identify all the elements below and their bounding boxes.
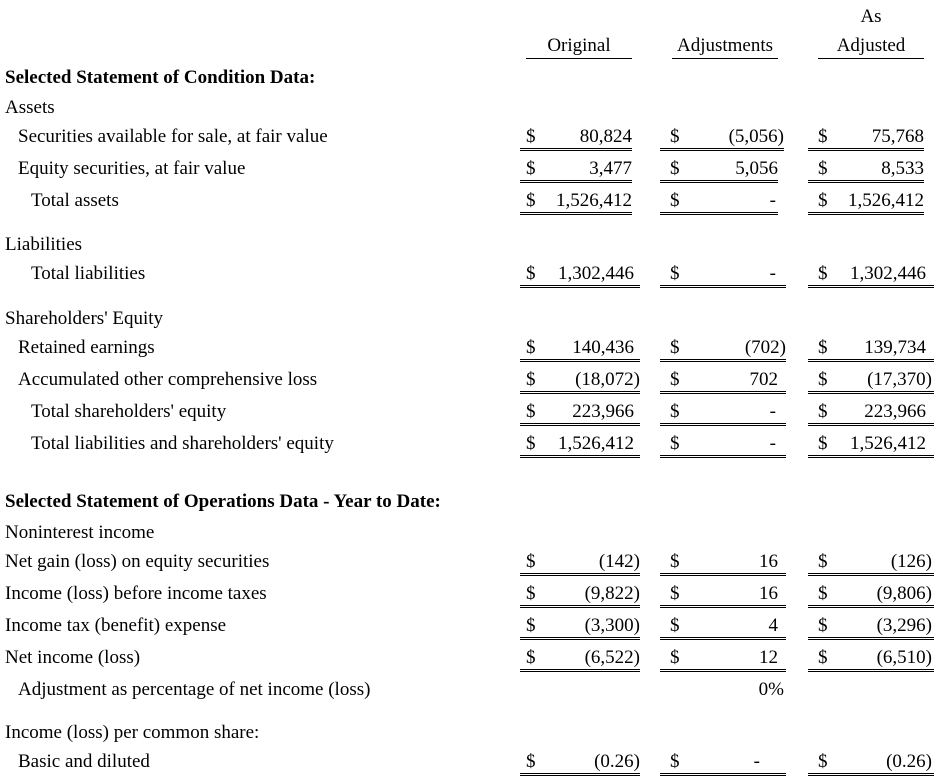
row-label: Income (loss) before income taxes (5, 583, 267, 604)
original-value: (9,822) (584, 583, 640, 604)
currency-symbol: $ (818, 126, 828, 147)
original-cell (520, 401, 640, 426)
as-adjusted-cell (808, 551, 934, 576)
row-label: Adjustment as percentage of net income (loss) (18, 679, 371, 700)
original-cell (520, 190, 632, 215)
currency-symbol: $ (526, 615, 536, 636)
currency-symbol: $ (670, 647, 680, 668)
adjustment-percentage-value: 0% (758, 679, 784, 700)
currency-symbol: $ (818, 401, 828, 422)
adjustments-value: 12 (759, 647, 778, 668)
table-row (0, 615, 936, 637)
table-row (0, 126, 936, 148)
currency-symbol: $ (526, 337, 536, 358)
adjustments-cell (660, 647, 786, 672)
original-value: (6,522) (584, 647, 640, 668)
section-shareholders-equity: Shareholders' Equity (5, 308, 164, 329)
row-label: Total liabilities and shareholders' equity (31, 433, 334, 454)
row-label: Net gain (loss) on equity securities (5, 551, 270, 572)
currency-symbol: $ (526, 369, 536, 390)
currency-symbol: $ (670, 337, 680, 358)
as-adjusted-value: 139,734 (864, 337, 926, 358)
as-adjusted-value: 1,526,412 (850, 433, 926, 454)
original-cell (520, 433, 640, 458)
section-per-share: Income (loss) per common share: (5, 722, 260, 743)
adjustments-cell (660, 158, 778, 183)
row-label: Total assets (31, 190, 119, 211)
adjustments-cell (660, 190, 778, 215)
original-value: (18,072) (575, 369, 640, 390)
adjustments-value: - (769, 190, 776, 211)
currency-symbol: $ (818, 583, 828, 604)
adjustments-value: 16 (759, 551, 778, 572)
currency-symbol: $ (670, 551, 680, 572)
original-cell (520, 263, 640, 288)
table-row (0, 337, 936, 359)
as-adjusted-cell (808, 583, 934, 608)
currency-symbol: $ (670, 263, 680, 284)
currency-symbol: $ (818, 433, 828, 454)
adjustments-cell (660, 433, 786, 458)
currency-symbol: $ (526, 751, 536, 772)
currency-symbol: $ (526, 433, 536, 454)
as-adjusted-value: 1,526,412 (848, 190, 924, 211)
row-label: Retained earnings (18, 337, 155, 358)
adjustments-value: 5,056 (735, 158, 778, 179)
as-adjusted-value: 223,966 (864, 401, 926, 422)
table-row (0, 263, 936, 285)
currency-symbol: $ (526, 190, 536, 211)
as-adjusted-cell (808, 751, 934, 776)
as-adjusted-cell (808, 190, 924, 215)
as-adjusted-cell (808, 369, 934, 394)
as-adjusted-cell (808, 615, 934, 640)
original-cell (520, 751, 640, 776)
adjustments-cell (660, 751, 786, 776)
original-value: (0.26) (594, 751, 640, 772)
original-value: (142) (598, 551, 640, 572)
original-cell (520, 551, 640, 576)
adjustments-value: - (769, 263, 776, 284)
currency-symbol: $ (526, 263, 536, 284)
original-cell (520, 158, 632, 183)
adjustments-value: (702) (744, 337, 786, 358)
section-title-operations: Selected Statement of Operations Data - Year to Date: (5, 491, 441, 512)
adjustments-cell (660, 263, 786, 288)
as-adjusted-value: (3,296) (876, 615, 932, 636)
row-label: Equity securities, at fair value (18, 158, 246, 179)
as-adjusted-cell (808, 647, 934, 672)
currency-symbol: $ (670, 369, 680, 390)
as-adjusted-value: 75,768 (871, 126, 924, 147)
adjustments-value: (5,056) (728, 126, 784, 147)
header-as-adjusted-line2: Adjusted (836, 35, 906, 56)
currency-symbol: $ (818, 369, 828, 390)
adjustments-value: - (753, 751, 760, 772)
currency-symbol: $ (818, 751, 828, 772)
as-adjusted-value: (126) (890, 551, 932, 572)
as-adjusted-cell (808, 337, 934, 362)
original-value: 1,526,412 (556, 190, 632, 211)
row-label: Total shareholders' equity (31, 401, 227, 422)
currency-symbol: $ (670, 401, 680, 422)
currency-symbol: $ (526, 158, 536, 179)
adjustments-cell (660, 126, 784, 151)
table-row (0, 679, 936, 701)
currency-symbol: $ (670, 190, 680, 211)
as-adjusted-value: (6,510) (876, 647, 932, 668)
section-noninterest-income: Noninterest income (5, 522, 155, 543)
original-cell (520, 126, 632, 151)
as-adjusted-cell (808, 401, 934, 426)
as-adjusted-cell (808, 433, 934, 458)
currency-symbol: $ (670, 751, 680, 772)
as-adjusted-value: 1,302,446 (850, 263, 926, 284)
currency-symbol: $ (670, 126, 680, 147)
as-adjusted-cell (808, 158, 924, 183)
currency-symbol: $ (818, 551, 828, 572)
currency-symbol: $ (670, 158, 680, 179)
original-value: 140,436 (572, 337, 634, 358)
table-row (0, 158, 936, 180)
original-value: 1,302,446 (558, 263, 634, 284)
row-label: Securities available for sale, at fair value (18, 126, 328, 147)
original-value: 1,526,412 (558, 433, 634, 454)
currency-symbol: $ (526, 401, 536, 422)
table-row (0, 401, 936, 423)
original-cell (520, 337, 640, 362)
as-adjusted-value: (9,806) (876, 583, 932, 604)
adjustments-value: - (769, 401, 776, 422)
row-label: Income tax (benefit) expense (5, 615, 227, 636)
header-adjustments: Adjustments (676, 35, 774, 56)
original-value: (3,300) (584, 615, 640, 636)
currency-symbol: $ (670, 433, 680, 454)
currency-symbol: $ (526, 647, 536, 668)
currency-symbol: $ (670, 583, 680, 604)
currency-symbol: $ (526, 126, 536, 147)
currency-symbol: $ (526, 583, 536, 604)
table-row (0, 551, 936, 573)
section-title-condition: Selected Statement of Condition Data: (5, 67, 316, 88)
currency-symbol: $ (670, 615, 680, 636)
table-row (0, 433, 936, 455)
adjustments-cell (660, 337, 786, 362)
original-cell (520, 647, 640, 672)
header-underline-adjustments (672, 58, 778, 59)
table-row (0, 369, 936, 391)
as-adjusted-value: (0.26) (886, 751, 932, 772)
table-row (0, 190, 936, 212)
original-value: 223,966 (572, 401, 634, 422)
adjustments-value: 4 (768, 615, 778, 636)
as-adjusted-value: 8,533 (881, 158, 924, 179)
section-assets: Assets (5, 97, 55, 118)
section-liabilities: Liabilities (5, 234, 83, 255)
adjustments-cell (660, 583, 786, 608)
as-adjusted-cell (808, 126, 924, 151)
adjustments-value: 702 (749, 369, 778, 390)
original-cell (520, 369, 640, 394)
header-original: Original (547, 35, 611, 56)
adjustments-cell (660, 551, 786, 576)
currency-symbol: $ (818, 158, 828, 179)
row-label: Total liabilities (31, 263, 146, 284)
currency-symbol: $ (818, 615, 828, 636)
header-underline-original (526, 58, 632, 59)
original-value: 80,824 (579, 126, 632, 147)
currency-symbol: $ (818, 263, 828, 284)
currency-symbol: $ (818, 337, 828, 358)
as-adjusted-cell (808, 263, 934, 288)
currency-symbol: $ (818, 647, 828, 668)
header-as-adjusted-line1: As (860, 6, 882, 27)
adjustments-value: - (769, 433, 776, 454)
adjustments-cell (660, 369, 786, 394)
adjustments-value: 16 (759, 583, 778, 604)
currency-symbol: $ (526, 551, 536, 572)
row-label: Basic and diluted (18, 751, 150, 772)
original-cell (520, 583, 640, 608)
header-underline-as-adjusted (818, 58, 924, 59)
as-adjusted-value: (17,370) (867, 369, 932, 390)
original-cell (520, 615, 640, 640)
original-value: 3,477 (589, 158, 632, 179)
table-row (0, 647, 936, 669)
adjustments-cell (660, 401, 786, 426)
row-label: Net income (loss) (5, 647, 141, 668)
table-row (0, 583, 936, 605)
adjustments-cell (660, 615, 786, 640)
currency-symbol: $ (818, 190, 828, 211)
row-label: Accumulated other comprehensive loss (18, 369, 318, 390)
table-row (0, 751, 936, 773)
